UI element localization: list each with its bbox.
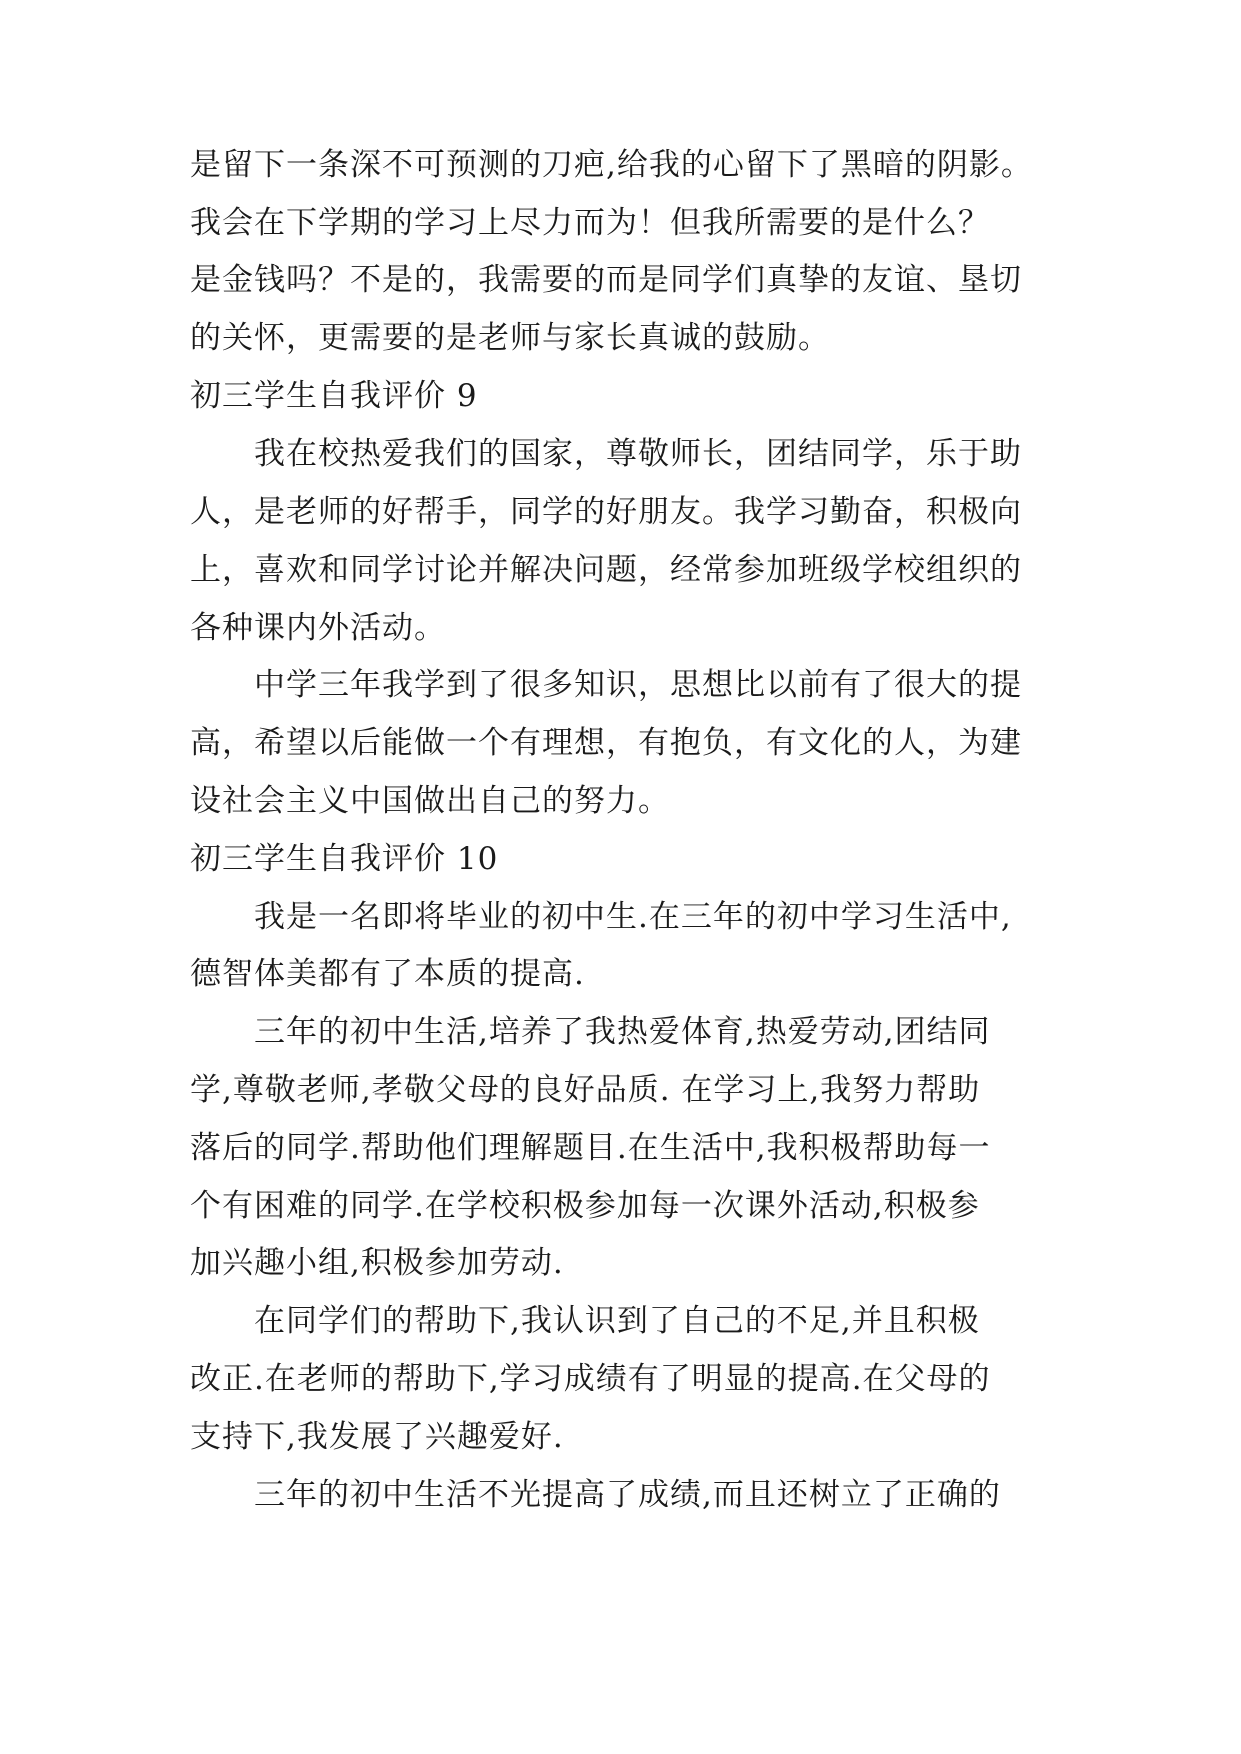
text-line: 是留下一条深不可预测的刀疤,给我的心留下了黑暗的阴影。 — [190, 147, 1033, 183]
text-line: 高，希望以后能做一个有理想，有抱负，有文化的人，为建 — [190, 725, 1022, 761]
text-line: 的关怀，更需要的是老师与家长真诚的鼓励。 — [190, 320, 830, 356]
text-line: 是金钱吗？不是的，我需要的而是同学们真挚的友谊、垦切 — [190, 262, 1022, 298]
text-line: 支持下,我发展了兴趣爱好. — [190, 1419, 564, 1455]
text-line: 人，是老师的好帮手，同学的好朋友。我学习勤奋，积极向 — [190, 494, 1022, 530]
text-line: 中学三年我学到了很多知识，思想比以前有了很大的提 — [254, 667, 1022, 703]
text-line: 个有困难的同学.在学校积极参加每一次课外活动,积极参 — [190, 1188, 980, 1224]
text-line: 上，喜欢和同学讨论并解决问题，经常参加班级学校组织的 — [190, 552, 1022, 588]
text-line: 三年的初中生活,培养了我热爱体育,热爱劳动,团结同 — [254, 1014, 991, 1050]
text-line: 我是一名即将毕业的初中生.在三年的初中学习生活中, — [254, 899, 1012, 935]
text-line: 德智体美都有了本质的提高. — [190, 956, 585, 992]
section-heading: 初三学生自我评价 9 — [190, 378, 478, 414]
text-line: 改正.在老师的帮助下,学习成绩有了明显的提高.在父母的 — [190, 1361, 991, 1397]
text-line: 落后的同学.帮助他们理解题目.在生活中,我积极帮助每一 — [190, 1130, 991, 1166]
text-line: 加兴趣小组,积极参加劳动. — [190, 1245, 564, 1281]
text-line: 各种课内外活动。 — [190, 610, 446, 646]
text-line: 三年的初中生活不光提高了成绩,而且还树立了正确的 — [254, 1477, 1001, 1513]
text-line: 学,尊敬老师,孝敬父母的良好品质. 在学习上,我努力帮助 — [190, 1072, 981, 1108]
text-line: 设社会主义中国做出自己的努力。 — [190, 783, 670, 819]
text-line: 我会在下学期的学习上尽力而为！但我所需要的是什么？ — [190, 205, 990, 241]
text-line: 我在校热爱我们的国家，尊敬师长，团结同学，乐于助 — [254, 436, 1022, 472]
text-line: 在同学们的帮助下,我认识到了自己的不足,并且积极 — [254, 1303, 980, 1339]
section-heading: 初三学生自我评价 10 — [190, 841, 499, 877]
